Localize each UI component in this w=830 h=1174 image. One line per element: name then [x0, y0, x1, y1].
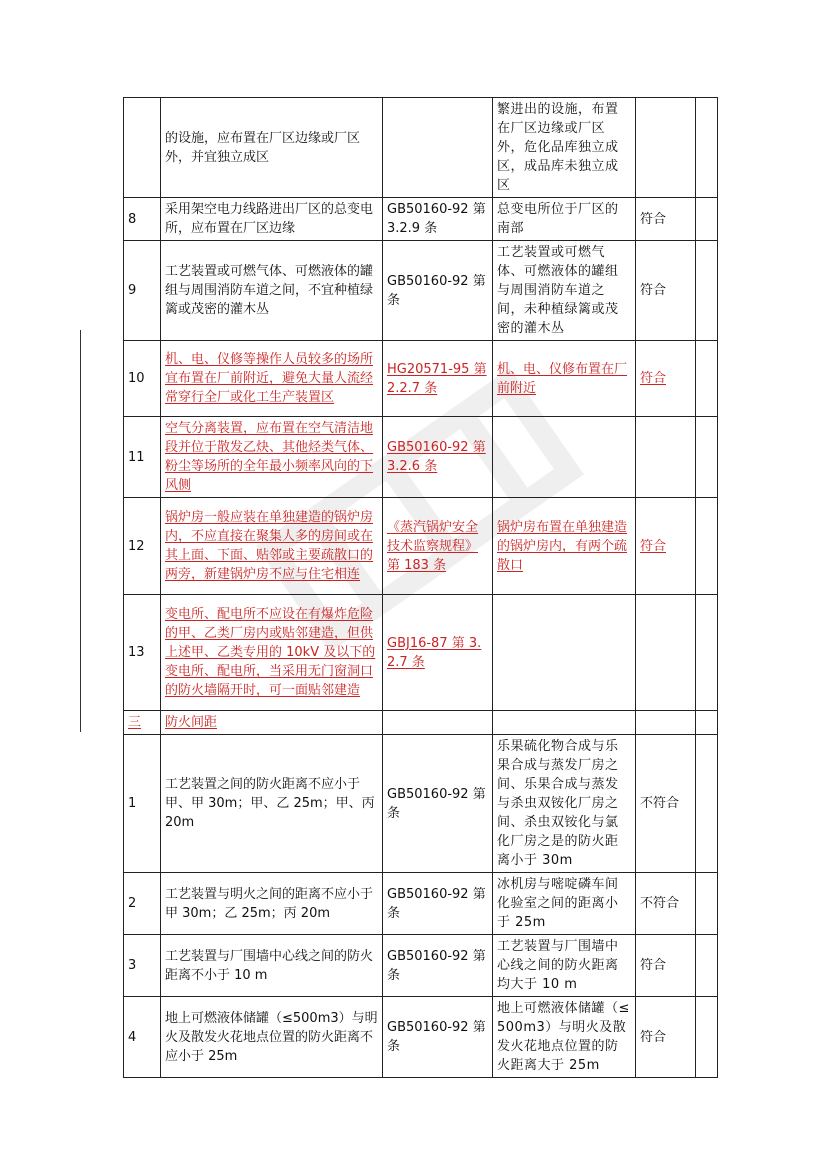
note-cell [696, 241, 718, 341]
row-number: 10 [124, 341, 161, 417]
standard-cell: GB50160-92 第 3.2.9 条 [383, 198, 493, 241]
inspection-table [123, 97, 718, 1078]
actual-cell [493, 498, 636, 595]
standard-cell [383, 498, 493, 595]
actual-text: 锅炉房布置在单独建造的锅炉房内，有两个疏散口 [497, 519, 628, 573]
table-row [124, 241, 718, 341]
actual-cell [493, 595, 636, 711]
row-number: 13 [124, 595, 161, 711]
standard-cell [383, 711, 493, 735]
note-cell [696, 873, 718, 935]
section-title-text: 防火间距 [165, 715, 218, 730]
standard-cell [383, 98, 493, 198]
actual-cell: 地上可燃液体储罐（≤500m3）与明火及散发火花地点位置的防火距离大于 25m [493, 997, 636, 1078]
note-cell [696, 498, 718, 595]
result-cell: 符合 [636, 241, 696, 341]
requirement-cell: 地上可燃液体储罐（≤500m3）与明火及散发火花地点位置的防火距离不应小于 25m [161, 997, 383, 1078]
result-cell: 符合 [636, 198, 696, 241]
result-cell [636, 341, 696, 417]
standard-text: HG20571-95 第 2.2.7 条 [387, 361, 487, 396]
row-number [124, 98, 161, 198]
result-text: 符合 [640, 371, 667, 386]
requirement-cell: 工艺装置与厂围墙中心线之间的防火距离不小于 10 m [161, 935, 383, 997]
result-cell: 不符合 [636, 735, 696, 873]
actual-text: 机、电、仪修布置在厂前附近 [497, 361, 628, 396]
result-cell [636, 711, 696, 735]
row-number: 11 [124, 417, 161, 498]
requirement-text: 机、电、仪修等操作人员较多的场所宜布置在厂前附近，避免大量人流经常穿行全厂或化工生产装置区 [165, 352, 374, 405]
note-cell [696, 997, 718, 1078]
requirement-cell [161, 595, 383, 711]
standard-cell: GB50160-92 第条 [383, 997, 493, 1078]
result-cell [636, 498, 696, 595]
table-row [124, 935, 718, 997]
requirement-text: 空气分离装置，应布置在空气清洁地段并位于散发乙炔、其他烃类气体、粉尘等场所的全年最小频率风向的下风侧 [165, 421, 374, 493]
requirement-text: 锅炉房一般应装在单独建造的锅炉房内，不应直接在聚集人多的房间或在其上面、下面、贴邻或主要疏散口的两旁，新建锅炉房不应与住宅相连 [165, 510, 374, 582]
requirement-cell: 采用架空电力线路进出厂区的总变电所，应布置在厂区边缘 [161, 198, 383, 241]
standard-cell: GB50160-92 第条 [383, 935, 493, 997]
standard-text: 《蒸汽锅炉安全技术监察规程》第 183 条 [387, 519, 479, 573]
result-cell [636, 417, 696, 498]
actual-cell: 总变电所位于厂区的南部 [493, 198, 636, 241]
actual-cell: 冰机房与嘧啶磷车间化验室之间的距离小于 25m [493, 873, 636, 935]
table-row [124, 997, 718, 1078]
actual-cell: 工艺装置或可燃气体、可燃液体的罐组与周围消防车道之间，未种植绿篱或茂密的灌木丛 [493, 241, 636, 341]
note-cell [696, 341, 718, 417]
standard-text: GBJ16-87 第 3.2.7 条 [387, 635, 482, 670]
requirement-cell: 的设施，应布置在厂区边缘或厂区外，并宜独立成区 [161, 98, 383, 198]
standard-cell: GB50160-92 第条 [383, 735, 493, 873]
row-number: 9 [124, 241, 161, 341]
result-cell: 不符合 [636, 873, 696, 935]
row-number: 1 [124, 735, 161, 873]
revision-bar [80, 330, 81, 732]
requirement-cell: 工艺装置或可燃气体、可燃液体的罐组与周围消防车道之间，不宜种植绿篱或茂密的灌木丛 [161, 241, 383, 341]
standard-cell: GB50160-92 第条 [383, 241, 493, 341]
row-number: 8 [124, 198, 161, 241]
result-cell: 符合 [636, 997, 696, 1078]
table-row [124, 735, 718, 873]
requirement-cell [161, 341, 383, 417]
requirement-cell [161, 498, 383, 595]
note-cell [696, 417, 718, 498]
note-cell [696, 711, 718, 735]
note-cell [696, 98, 718, 198]
requirement-cell: 工艺装置之间的防火距离不应小于甲、甲 30m；甲、乙 25m；甲、丙 20m [161, 735, 383, 873]
requirement-cell [161, 417, 383, 498]
actual-cell [493, 341, 636, 417]
section-number [124, 711, 161, 735]
actual-cell: 乐果硫化物合成与乐果合成与蒸发厂房之间、乐果合成与蒸发与杀虫双铵化厂房之间、杀虫双铵化与氯化厂房之是的防火距离小于 30m [493, 735, 636, 873]
actual-cell [493, 711, 636, 735]
requirement-text: 变电所、配电所不应设在有爆炸危险的甲、乙类厂房内或贴邻建造，但供上述甲、乙类专用的 10kV 及以下的变电所、配电所，当采用无门窗洞口的防火墙隔开时，可一面贴邻建造 [165, 607, 376, 698]
actual-cell [493, 417, 636, 498]
section-row [124, 711, 718, 735]
standard-text: GB50160-92 第 3.2.6 条 [387, 440, 486, 474]
table-row [124, 341, 718, 417]
row-number: 2 [124, 873, 161, 935]
standard-cell [383, 595, 493, 711]
result-cell [636, 595, 696, 711]
requirement-cell: 工艺装置与明火之间的距离不应小于甲 30m；乙 25m；丙 20m [161, 873, 383, 935]
table-row [124, 417, 718, 498]
section-number-text: 三 [128, 715, 142, 730]
note-cell [696, 735, 718, 873]
row-number: 3 [124, 935, 161, 997]
actual-cell: 工艺装置与厂围墙中心线之间的防火距离均大于 10 m [493, 935, 636, 997]
standard-cell: GB50160-92 第条 [383, 873, 493, 935]
note-cell [696, 935, 718, 997]
table-row [124, 198, 718, 241]
standard-cell [383, 341, 493, 417]
table-row [124, 873, 718, 935]
section-title [161, 711, 383, 735]
row-number: 12 [124, 498, 161, 595]
note-cell [696, 595, 718, 711]
result-text: 符合 [640, 538, 667, 554]
table-row [124, 498, 718, 595]
standard-cell [383, 417, 493, 498]
table-row [124, 98, 718, 198]
result-cell: 符合 [636, 935, 696, 997]
table-row [124, 595, 718, 711]
row-number: 4 [124, 997, 161, 1078]
result-cell [636, 98, 696, 198]
actual-cell: 繁进出的设施，布置在厂区边缘或厂区外，危化品库独立成区，成品库未独立成区 [493, 98, 636, 198]
note-cell [696, 198, 718, 241]
